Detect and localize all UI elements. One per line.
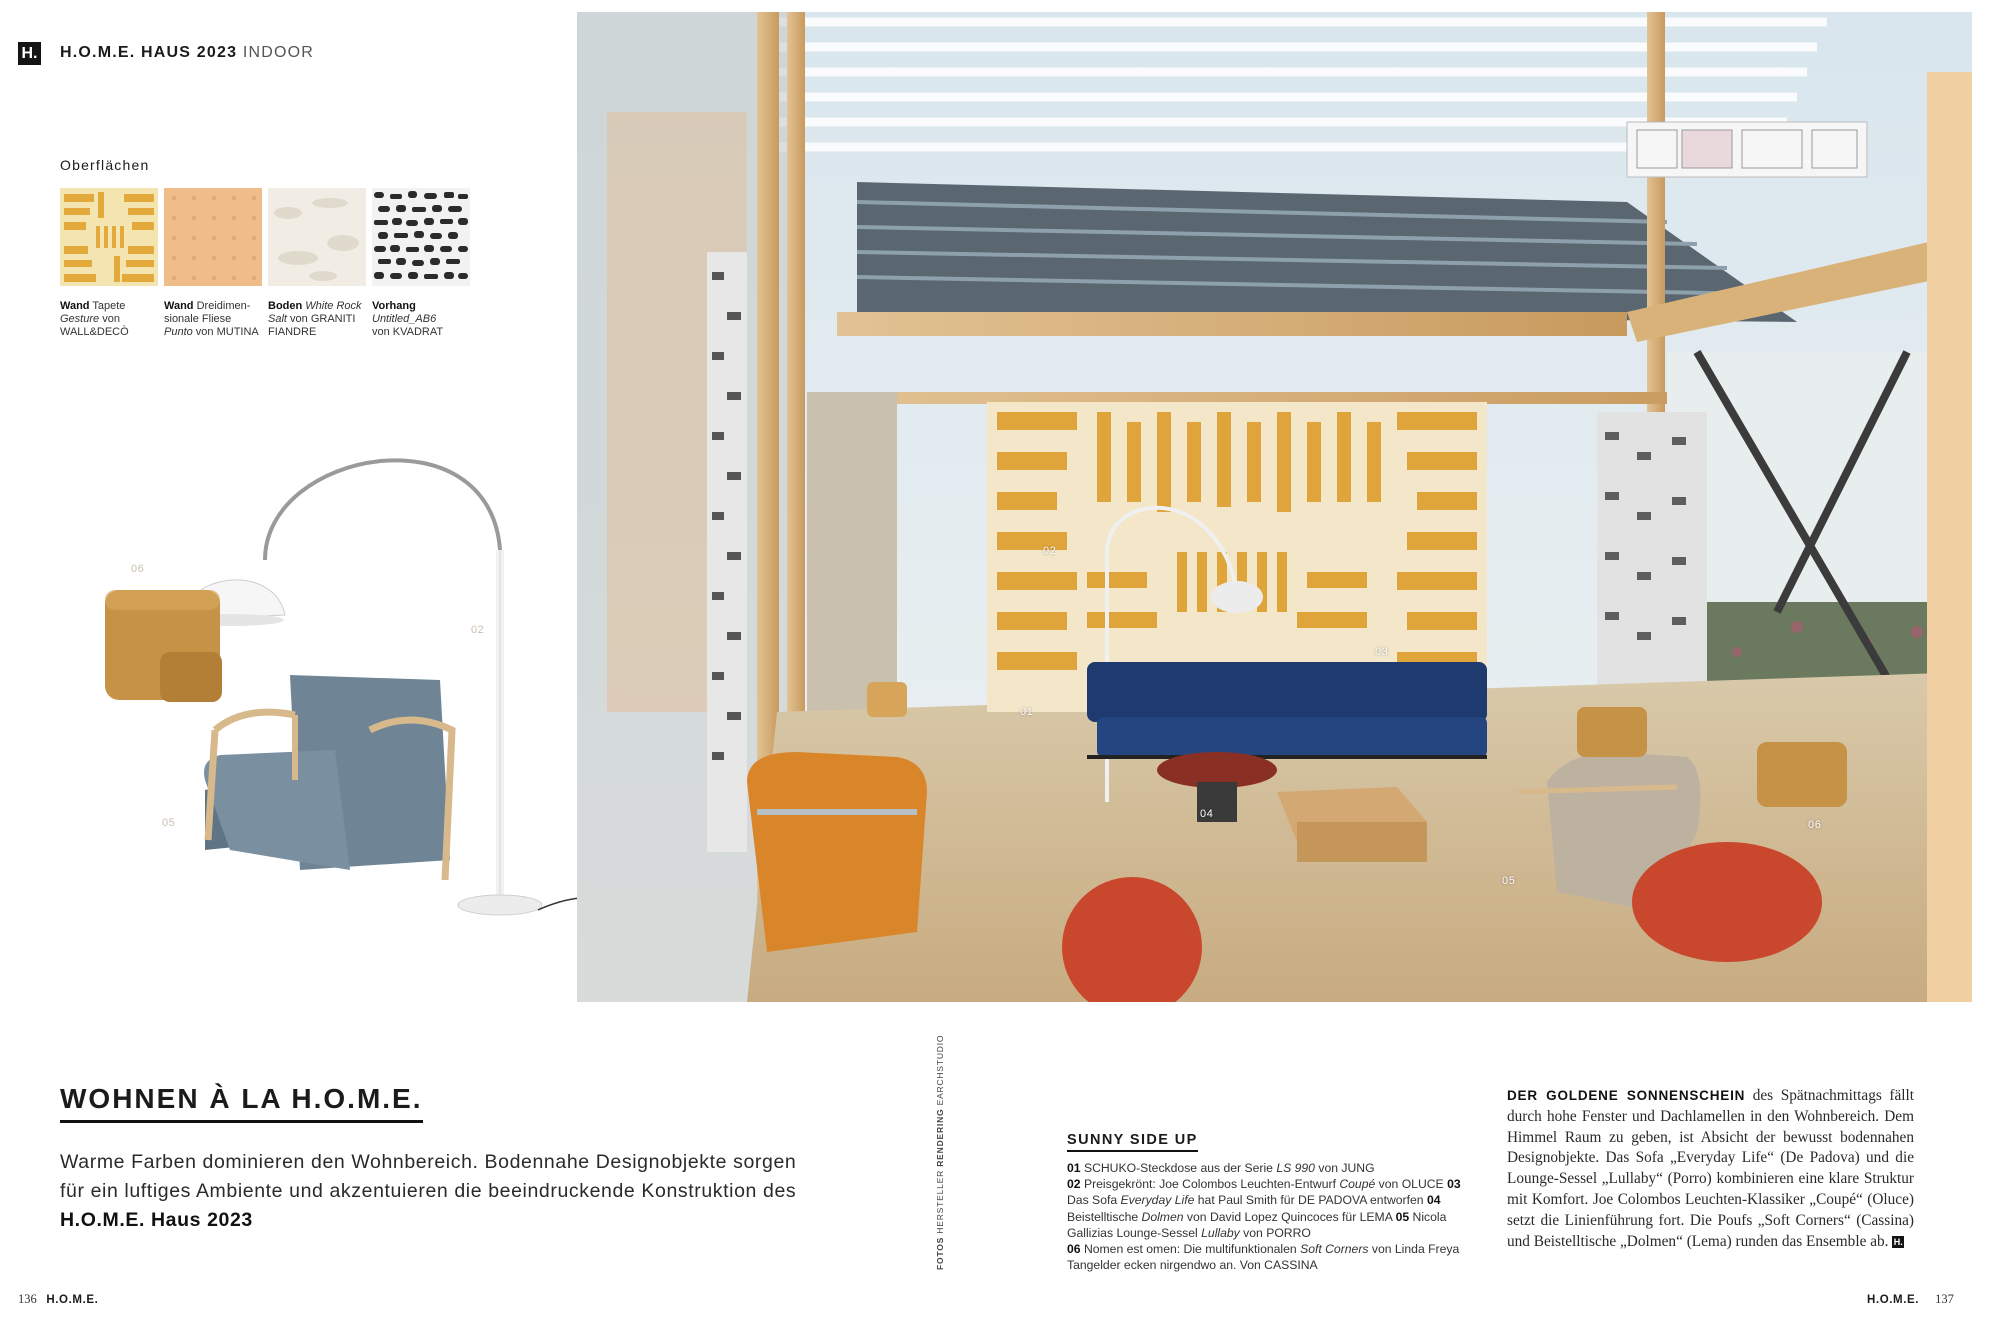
callout-06-cutout: 06 (131, 563, 145, 575)
swatch-curtain-untitled (372, 188, 470, 286)
swatch-wallpaper-gesture (60, 188, 158, 286)
sunny-item: 02 Preisgekrönt: Joe Colombos Leuchten-Entwurf Coupé von OLUCE (1067, 1177, 1444, 1192)
swatch-floor-white-rock (268, 188, 366, 286)
page-number-left: 136 (18, 1292, 37, 1306)
section-header (60, 44, 314, 62)
article-headline: WOHNEN À LA H.O.M.E. (60, 1083, 423, 1123)
swatch-caption-3: Boden White Rock Salt von GRANITI FIANDRE (268, 300, 362, 338)
callout-05-cutout: 05 (162, 817, 176, 829)
sunny-side-up-list (1067, 1160, 1467, 1273)
swatch-caption-1: Wand Tapete Gesture von WALL&DECÒ (60, 300, 129, 338)
section-title: H.O.M.E. HAUS 2023 (60, 44, 238, 61)
folio-right (1867, 1292, 1954, 1307)
body-lead-in: DER GOLDENE SONNENSCHEIN (1507, 1088, 1746, 1103)
swatch-caption-4: Vorhang Untitled_AB6 von KVADRAT (372, 300, 444, 338)
callout-03-scene: 03 (1375, 646, 1389, 658)
magazine-name-right: H.O.M.E. (1867, 1294, 1920, 1306)
article-lead: Warme Farben dominieren den Wohnbereich. Bodennahe Designobjekte sorgen für ein luftiges Ambiente und akzentuieren die beeindruckende Konstruktion des H.O.M.E. Haus 2023 (60, 1151, 797, 1231)
magazine-name-left: H.O.M.E. (46, 1294, 99, 1306)
callout-01-scene: 01 (1020, 706, 1034, 718)
callout-05-scene: 05 (1502, 875, 1516, 887)
surfaces-title: Oberflächen (60, 157, 150, 173)
sunny-item: 06 Nomen est omen: Die multifunktionalen Soft Corners von Linda Freya Tangelder ecken nirgendwo an. Von CASSINA (1067, 1242, 1460, 1273)
callout-06-scene: 06 (1808, 819, 1822, 831)
sofa-everyday-life (1087, 662, 1487, 757)
interior-rendering (577, 12, 1972, 1002)
swatch-tile-punto (164, 188, 262, 286)
product-cutout-group (90, 430, 580, 940)
swatch-caption-2: Wand Dreidimen- sionale Fliese Punto von MUTINA (164, 300, 259, 338)
lounge-chair-cutout (204, 675, 452, 880)
callout-02-scene: 02 (1043, 545, 1057, 557)
sunny-side-up-title: SUNNY SIDE UP (1067, 1132, 1198, 1152)
body-text-column: DER GOLDENE SONNENSCHEIN des Spätnachmittags fällt durch hohe Fenster und Dachlamellen in den Wohnbereich. Dem Himmel Raum zu geben, ist Absicht der bewusst bodennahen Designobjekte. Das Sofa „Everyday Life“ (De Padova) und die Lounge-Sessel „Lullaby“ (Porro) kombinieren eine klare Struktur mit Komfort. Joe Colombos Leuchten-Klassiker „Coupé“ (Oluce) setzt die Linienführung fort. Die Poufs „Soft Corners“ (Cassina) und Beistelltische „Dolmen“ (Lema) runden das Ensemble ab. H. (1507, 1087, 1914, 1250)
photo-credits: FOTOS HERSTELLER RENDERING EARCHSTUDIO (935, 1034, 945, 1270)
sunny-item: 01 SCHUKO-Steckdose aus der Serie LS 990 von JUNG (1067, 1161, 1375, 1175)
magazine-logo: H. (18, 42, 41, 65)
folio-left (18, 1292, 98, 1307)
page-number-right: 137 (1935, 1292, 1954, 1306)
orange-lounge-chair (747, 752, 927, 952)
section-subtitle: INDOOR (242, 44, 315, 61)
sunny-item: 03 Das Sofa Everyday Life hat Paul Smith für DE PADOVA entworfen (1067, 1177, 1461, 1208)
sunny-item: 05 Nicola Gallizias Lounge-Sessel Lullaby von PORRO (1067, 1209, 1447, 1240)
pouf-cutout (105, 590, 222, 702)
end-mark-icon: H. (1893, 1237, 1903, 1248)
callout-04-scene: 04 (1200, 808, 1214, 820)
callout-02-cutout: 02 (471, 624, 485, 636)
sunny-item: 04 Beistelltische Dolmen von David Lopez Quincoces für LEMA (1067, 1193, 1441, 1224)
